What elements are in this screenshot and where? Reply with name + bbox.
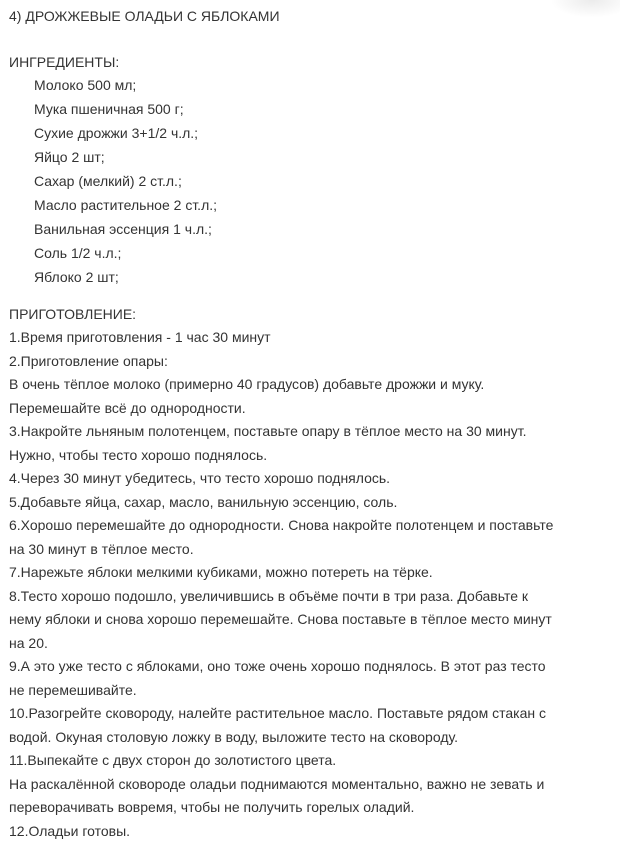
- preparation-line: на 30 минут в тёплое место.: [9, 539, 553, 563]
- preparation-line: переворачивать вовремя, чтобы не получить горелых оладий.: [9, 797, 553, 821]
- preparation-line: 8.Тесто хорошо подошло, увеличившись в объёме почти в три раза. Добавьте к: [9, 586, 553, 610]
- preparation-line: На раскалённой сковороде оладьи поднимаются моментально, важно не зевать и: [9, 774, 553, 798]
- preparation-line: В очень тёплое молоко (примерно 40 градусов) добавьте дрожжи и муку.: [9, 374, 553, 398]
- preparation-line: 1.Время приготовления - 1 час 30 минут: [9, 327, 553, 351]
- preparation-steps: [9, 327, 553, 844]
- preparation-line: 11.Выпекайте с двух сторон до золотистого цвета.: [9, 750, 553, 774]
- preparation-line: 9.А это уже тесто с яблоками, оно тоже очень хорошо поднялось. В этот раз тесто: [9, 656, 553, 680]
- preparation-line: Нужно, чтобы тесто хорошо поднялось.: [9, 445, 553, 469]
- recipe-title: 4) ДРОЖЖЕВЫЕ ОЛАДЬИ С ЯБЛОКАМИ: [9, 6, 280, 26]
- ingredient-item: Сахар (мелкий) 2 ст.л.;: [34, 171, 217, 195]
- ingredients-list: [34, 75, 217, 291]
- preparation-heading: ПРИГОТОВЛЕНИЕ:: [9, 304, 136, 324]
- preparation-line: 2.Приготовление опары:: [9, 351, 553, 375]
- preparation-line: 7.Нарежьте яблоки мелкими кубиками, можно потереть на тёрке.: [9, 562, 553, 586]
- ingredient-item: Молоко 500 мл;: [34, 75, 217, 99]
- preparation-line: на 20.: [9, 633, 553, 657]
- ingredient-item: Соль 1/2 ч.л.;: [34, 243, 217, 267]
- ingredient-item: Яйцо 2 шт;: [34, 147, 217, 171]
- ingredients-heading: ИНГРЕДИЕНТЫ:: [9, 52, 119, 72]
- preparation-line: не перемешивайте.: [9, 680, 553, 704]
- ingredient-item: Мука пшеничная 500 г;: [34, 99, 217, 123]
- preparation-line: нему яблоки и снова хорошо перемешайте. Снова поставьте в тёплое место минут: [9, 609, 553, 633]
- ingredient-item: Яблоко 2 шт;: [34, 267, 217, 291]
- preparation-line: водой. Окуная столовую ложку в воду, выложите тесто на сковороду.: [9, 727, 553, 751]
- corner-shadow: [550, 0, 620, 18]
- preparation-line: 10.Разогрейте сковороду, налейте растительное масло. Поставьте рядом стакан с: [9, 703, 553, 727]
- preparation-line: Перемешайте всё до однородности.: [9, 398, 553, 422]
- ingredient-item: Ванильная эссенция 1 ч.л.;: [34, 219, 217, 243]
- ingredient-item: Масло растительное 2 ст.л.;: [34, 195, 217, 219]
- ingredient-item: Сухие дрожжи 3+1/2 ч.л.;: [34, 123, 217, 147]
- preparation-line: 6.Хорошо перемешайте до однородности. Снова накройте полотенцем и поставьте: [9, 515, 553, 539]
- preparation-line: 3.Накройте льняным полотенцем, поставьте опару в тёплое место на 30 минут.: [9, 421, 553, 445]
- preparation-line: 4.Через 30 минут убедитесь, что тесто хорошо поднялось.: [9, 468, 553, 492]
- preparation-line: 12.Оладьи готовы.: [9, 821, 553, 844]
- preparation-line: 5.Добавьте яйца, сахар, масло, ванильную эссенцию, соль.: [9, 492, 553, 516]
